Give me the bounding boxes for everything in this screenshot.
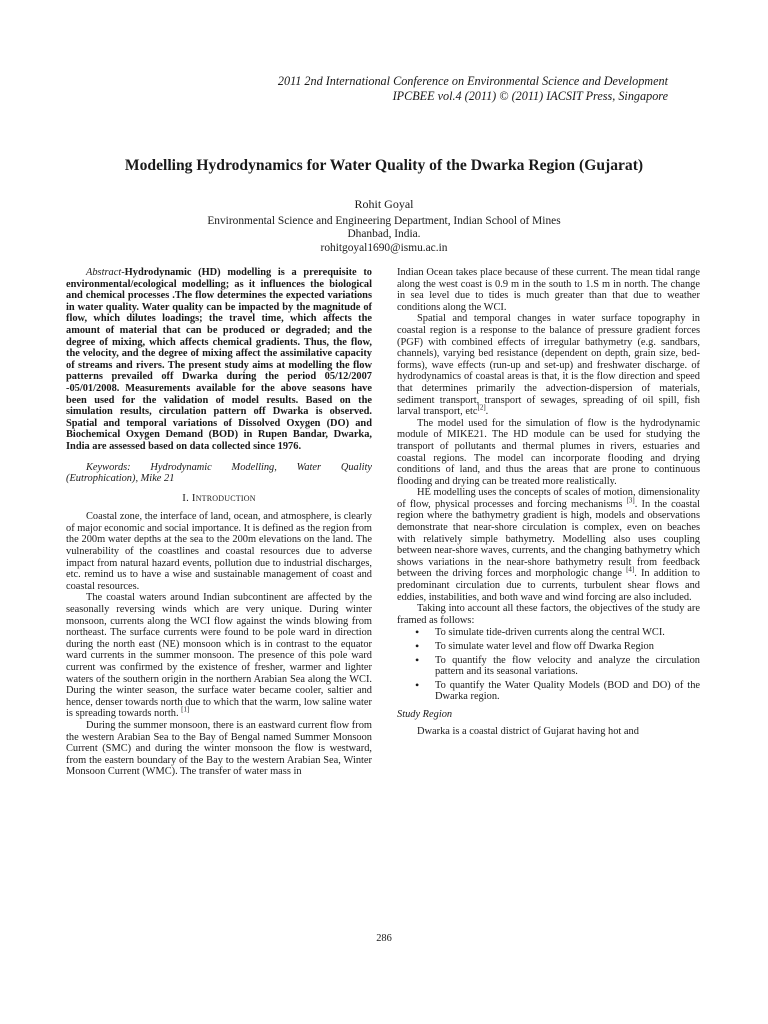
list-item: • To simulate water level and flow off Dwarka Region (435, 641, 700, 653)
page-number: 286 (376, 933, 392, 944)
intro-paragraph-2 (66, 592, 372, 720)
study-region-text: Dwarka is a coastal district of Gujarat having hot and (417, 725, 639, 737)
author-block (0, 198, 768, 255)
author-location: Dhanbad, India. (347, 228, 421, 241)
section-heading-introduction (66, 493, 372, 505)
right-paragraph-4b: . In the coastal region where the bathymetry gradient is high, models and observations demonstrate that near-shore circulation is complex, even on beaches with relatively simple bathymetry. Modelling also uses coupling between near-shore waves, currents, and the changing bathymetry which shows variations in the near-shore bathymetry result from feedback between the driving forces and morphologic change (397, 498, 701, 580)
abstract-lead: Abstract- (86, 267, 125, 278)
citation-ref: [2] (477, 403, 486, 412)
intro-paragraph-3: During the summer monsoon, there is an eastward current flow from the western Arabian Sea to the Bay of Bengal named Summer Monsoon Current (SMC) and during the winter monsoon the flow is westward, from the eastern boundary of the Bay to the western Arabian Sea, Winter Monsoon Current (WMC). The transfer of water mass in (66, 719, 372, 778)
right-paragraph-4c: . In addition to predominant circulation due to currents, turbulent shear flows and eddies, instabilities, and both wave and wind forcing are also included. (397, 568, 700, 603)
right-paragraph-1: Indian Ocean takes place because of these current. The mean tidal range along the west coast is 0.9 m in the south to 1.S m in north. The change in sea level due to tides is much greater than that due to weather conditions along the WCI. (397, 267, 700, 313)
author-email: rohitgoyal1690@ismu.ac.in (320, 241, 448, 254)
right-paragraph-2-text: Spatial and temporal changes in water surface topography in coastal region is a response to the balance of pressure gradient forces (PGF) with combined effects of irregular bathymetry (e.g. sandbars, channels), varying bed resistance (dependent on depth, grain size, bed-forms), wave effects (run-up and set-up) and freshwater discharge. of hydrodynamics of coastal areas is that, it is the flow direction and speed that determines primarily the advection-dispersion of materials, sediment transport, transport of sewages, spreading of oil spill, fish larval transport, etc (397, 313, 700, 418)
author-affiliation: Environmental Science and Engineering Department, Indian School of Mines (207, 214, 561, 227)
right-paragraph-4a: HE modelling uses the concepts of scales of motion, dimensionality of flow, physical processes and forcing mechanisms (397, 487, 700, 510)
right-paragraph-2 (397, 313, 700, 417)
right-paragraph-4 (397, 487, 700, 603)
citation-ref: [3] (626, 496, 635, 505)
right-paragraph-5: Taking into account all these factors, the objectives of the study are framed as follows: (397, 603, 700, 626)
right-paragraph-2-end: . (485, 406, 489, 418)
citation-ref: [4] (626, 565, 635, 574)
list-item: • To simulate tide-driven currents along the central WCI. (435, 627, 700, 639)
conference-header (278, 74, 668, 104)
keywords: Keywords: Hydrodynamic Modelling, Water Quality (Eutrophication), Mike 21 (66, 461, 372, 485)
intro-paragraph-2-text: The coastal waters around Indian subcontinent are affected by the seasonally reversing winds which are very unique. During winter monsoon, currents along the WCI flow against the winds blowing from northeast. The surface currents were found to be pole ward in direction during the north east (NE) monsoon which is in contrast to the equator ward currents in the summer monsoon. The presence of this pole ward current was confirmed by the existence of fresher, warmer and lighter waters of the southern origin in the northern Arabian Sea along the WCI. During the winter season, the surface water became cooler, saltier and hence, denser towards north due to which that the warm, low saline water is spreading towards north. (66, 592, 372, 720)
left-column (66, 267, 372, 778)
objectives-list (397, 627, 700, 703)
study-region-heading: Study Region (397, 708, 453, 720)
list-item: • To quantify the Water Quality Models (BOD and DO) of the Dwarka region. (435, 680, 700, 703)
list-item: • To quantify the flow velocity and analyze the circulation pattern and its seasonal variations. (435, 655, 700, 678)
right-paragraph-3: The model used for the simulation of flow is the hydrodynamic module of MIKE21. The HD module can be used for studying the transport of pollutants and thermal plumes in rivers, estuaries and coastal regions. The model can incorporate flooding and drying conditions of land, and thus the areas that are prone to continuous flooding and drying can be treated more realistically. (397, 417, 700, 487)
conference-line-1: 2011 2nd International Conference on Environmental Science and Development (277, 74, 668, 88)
right-column (397, 267, 700, 737)
section-title: Introduction (191, 491, 256, 504)
abstract (66, 267, 372, 453)
author-name: Rohit Goyal (354, 197, 414, 211)
conference-line-2: IPCBEE vol.4 (2011) © (2011) IACSIT Press, Singapore (392, 89, 668, 103)
section-numeral: I. (182, 491, 192, 504)
intro-paragraph-1: Coastal zone, the interface of land, ocean, and atmosphere, is clearly of major economic and social importance. It is defined as the region from the 200m water depths at the sea to the 200m elevations on the land. The vulnerability of the coastlines and coastal resources due to adverse impact from natural hazard events, pollution due to industrial discharges, etc. remind us to have a wise and sustainable management of coast and coastal resources. (66, 511, 372, 592)
abstract-text: Hydrodynamic (HD) modelling is a prerequisite to environmental/ecological modelling; as it influences the biological and chemical processes .The flow determines the expected variations in water quality. Water quality can be impacted by the magnitude of flow, which dilutes loadings; the travel time, which affects the amount of material that can be produced or degraded; and the degree of mixing, which affects chemical gradients. Thus, the flow, the velocity, and the degree of mixing affect the assimilative capacity of streams and rivers. The present study aims at modelling the flow patterns prevailed off Dwarka during the period 05/12/2007 -05/01/2008. Measurements available for the above seasons have been used for the validation of model results. Based on the simulation results, circulation pattern off Dwarka is observed. Spatial and temporal variations of Dissolved Oxygen (DO) and Biochemical Oxygen Demand (BOD) in Rupen Bandar, Dwarka, India are assessed based on data collected since 1976. (66, 267, 372, 452)
citation-ref: [1] (181, 705, 190, 714)
paper-title: Modelling Hydrodynamics for Water Quality of the Dwarka Region (Gujarat) (124, 157, 644, 174)
